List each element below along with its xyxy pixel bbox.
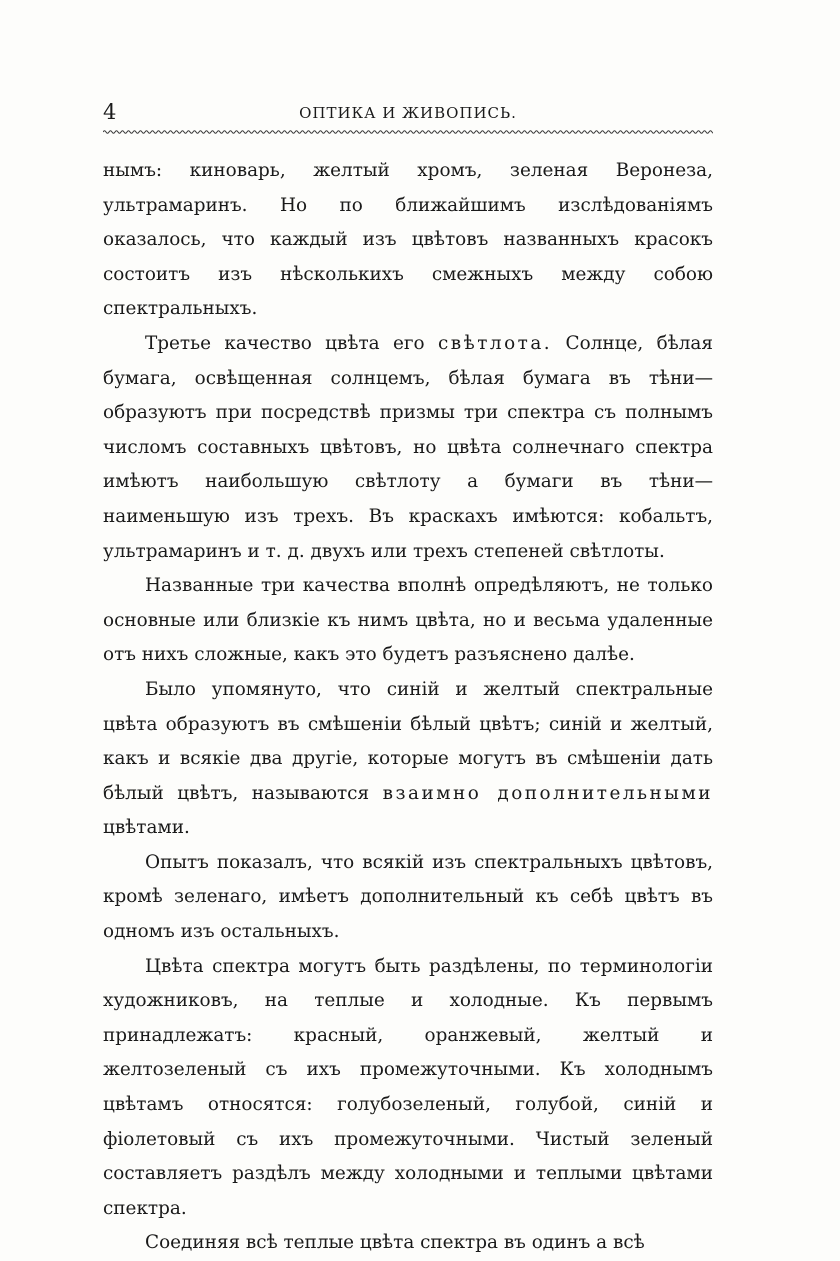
paragraph-7 <box>103 1226 713 1261</box>
paragraph-6 <box>103 950 713 1227</box>
page-header <box>103 96 713 126</box>
paragraph-1 <box>103 154 713 327</box>
book-page <box>103 96 713 1261</box>
paragraph-text: нымъ: киноварь, желтый хромъ, зеленая Веронеза, ультрамаринъ. Но по ближайшимъ изслѣдованіямъ оказалось, что каждый изъ цвѣтовъ названныхъ красокъ состоитъ изъ нѣсколькихъ смежныхъ между собою спектральныхъ. <box>103 160 713 320</box>
paragraph-text: Соединяя всѣ теплые цвѣта спектра въ одинъ а всѣ <box>145 1232 645 1254</box>
emphasized-term: взаимно дополнительными <box>382 782 714 804</box>
paragraph-text: Солнце, бѣлая бумага, освѣщенная солнцемъ, бѣлая бумага въ тѣни—образуютъ при посредствѣ призмы три спектра съ полнымъ числомъ составныхъ цвѣтовъ, но цвѣта солнечнаго спектра имѣютъ наибольшую свѣтлоту а бумаги въ тѣни—наименьшую изъ трехъ. Въ краскахъ имѣются: кобальтъ, ультрамаринъ и т. д. двухъ или трехъ степеней свѣтлоты. <box>103 332 713 562</box>
paragraph-3 <box>103 569 713 673</box>
paragraph-5 <box>103 846 713 950</box>
paragraph-text: Названные три качества вполнѣ опредѣляютъ, не только основные или близкіе къ нимъ цвѣта, но и весьма удаленные отъ нихъ сложные, какъ это будетъ разъяснено далѣе. <box>103 575 713 666</box>
running-title: ОПТИКА И ЖИВОПИСЬ. <box>299 104 517 122</box>
paragraph-text: цвѣтами. <box>103 817 190 839</box>
paragraph-2 <box>103 327 713 569</box>
paragraph-4 <box>103 673 713 846</box>
body-text <box>103 154 713 1261</box>
paragraph-text: Опытъ показалъ, что всякій изъ спектральныхъ цвѣтовъ, кромѣ зеленаго, имѣетъ дополнительный къ себѣ цвѣтъ въ одномъ изъ остальныхъ. <box>103 851 713 943</box>
header-wavy-rule <box>103 128 713 136</box>
paragraph-text: Цвѣта спектра могутъ быть раздѣлены, по терминологіи художниковъ, на теплые и холодные. Къ первымъ принадлежатъ: красный, оранжевый, желтый и желтозеленый съ ихъ промежуточными. Къ холоднымъ цвѣтамъ относятся: голубозеленый, голубой, синій и фіолетовый съ ихъ промежуточными. Чистый зеленый составляетъ раздѣлъ между холодными и теплыми цвѣтами спектра. <box>103 955 713 1219</box>
emphasized-term: свѣтлота. <box>437 332 553 354</box>
paragraph-text: Третье качество цвѣта его <box>145 332 438 354</box>
page-number: 4 <box>103 100 117 124</box>
paragraph-text: Было упомянуто, что синій и желтый спектральные цвѣта образуютъ въ смѣшеніи бѣлый цвѣтъ; синій и желтый, какъ и всякіе два другіе, которые могутъ въ смѣшеніи дать бѣлый цвѣтъ, называются <box>103 678 713 804</box>
